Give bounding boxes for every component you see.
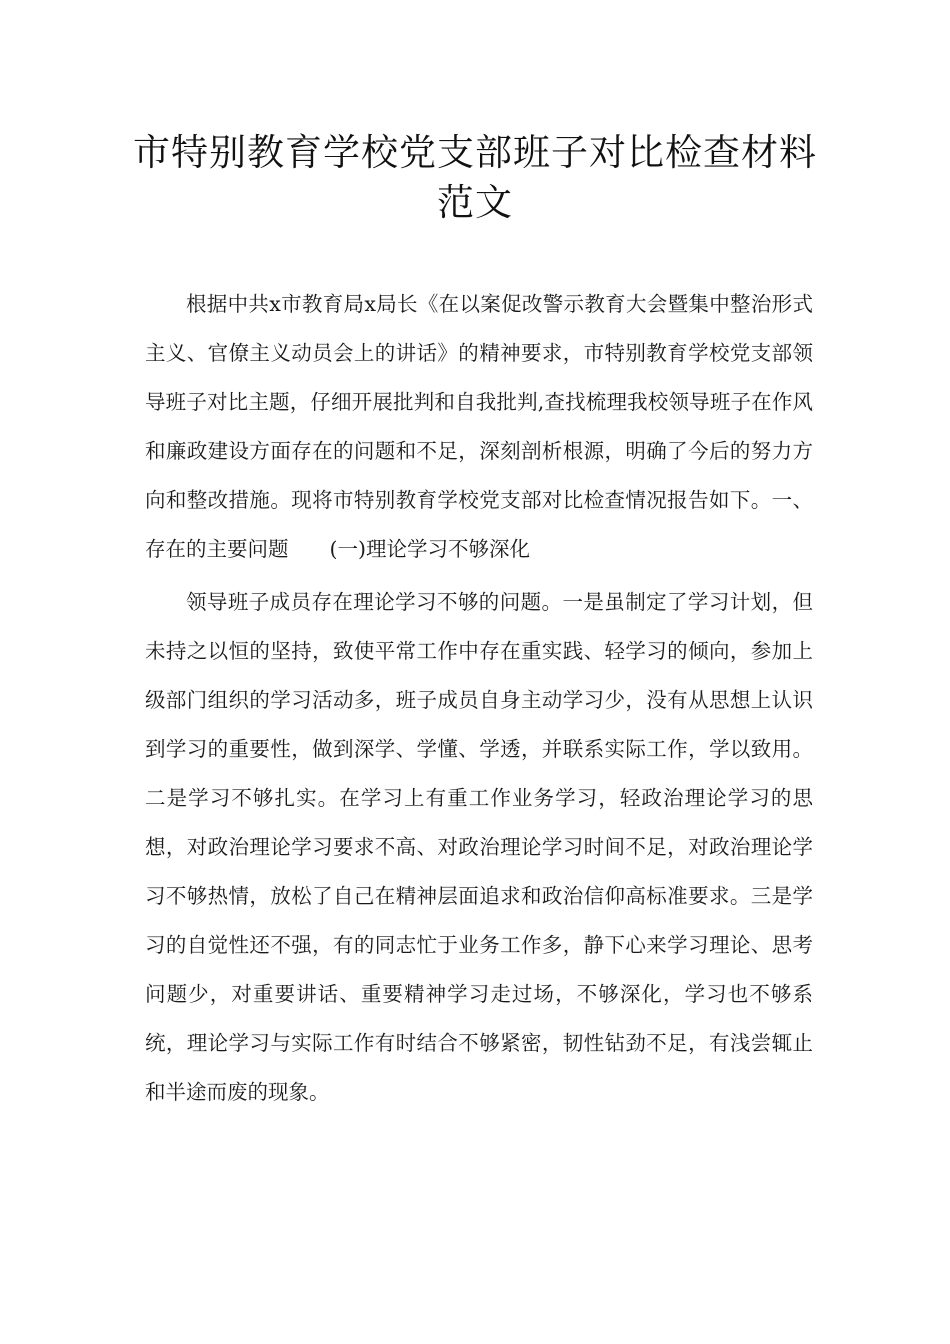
document-title: 市特别教育学校党支部班子对比检查材料范文 <box>133 131 817 224</box>
document-body <box>145 280 813 1121</box>
paragraph-intro: 根据中共x市教育局x局长《在以案促改警示教育大会暨集中整治形式主义、官僚主义动员会上的讲话》的精神要求，市特别教育学校党支部领导班子对比主题，仔细开展批判和自我批判,查找梳理我校领导班子在作风和廉政建设方面存在的问题和不足，深刻剖析根源，明确了今后的努力方向和整改措施。现将市特别教育学校党支部对比检查情况报告如下。一、存在的主要问题 (一)理论学习不够深化 <box>145 292 813 561</box>
paragraph-study-issues: 领导班子成员存在理论学习不够的问题。一是虽制定了学习计划，但未持之以恒的坚持，致使平常工作中存在重实践、轻学习的倾向，参加上级部门组织的学习活动多，班子成员自身主动学习少，没有从思想上认识到学习的重要性，做到深学、学懂、学透，并联系实际工作，学以致用。二是学习不够扎实。在学习上有重工作业务学习，轻政治理论学习的思想，对政治理论学习要求不高、对政治理论学习时间不足，对政治理论学习不够热情，放松了自己在精神层面追求和政治信仰高标准要求。三是学习的自觉性还不强，有的同志忙于业务工作多，静下心来学习理论、思考问题少，对重要讲话、重要精神学习走过场，不够深化，学习也不够系统，理论学习与实际工作有时结合不够紧密，韧性钻劲不足，有浅尝辄止和半途而废的现象。 <box>145 590 813 1104</box>
